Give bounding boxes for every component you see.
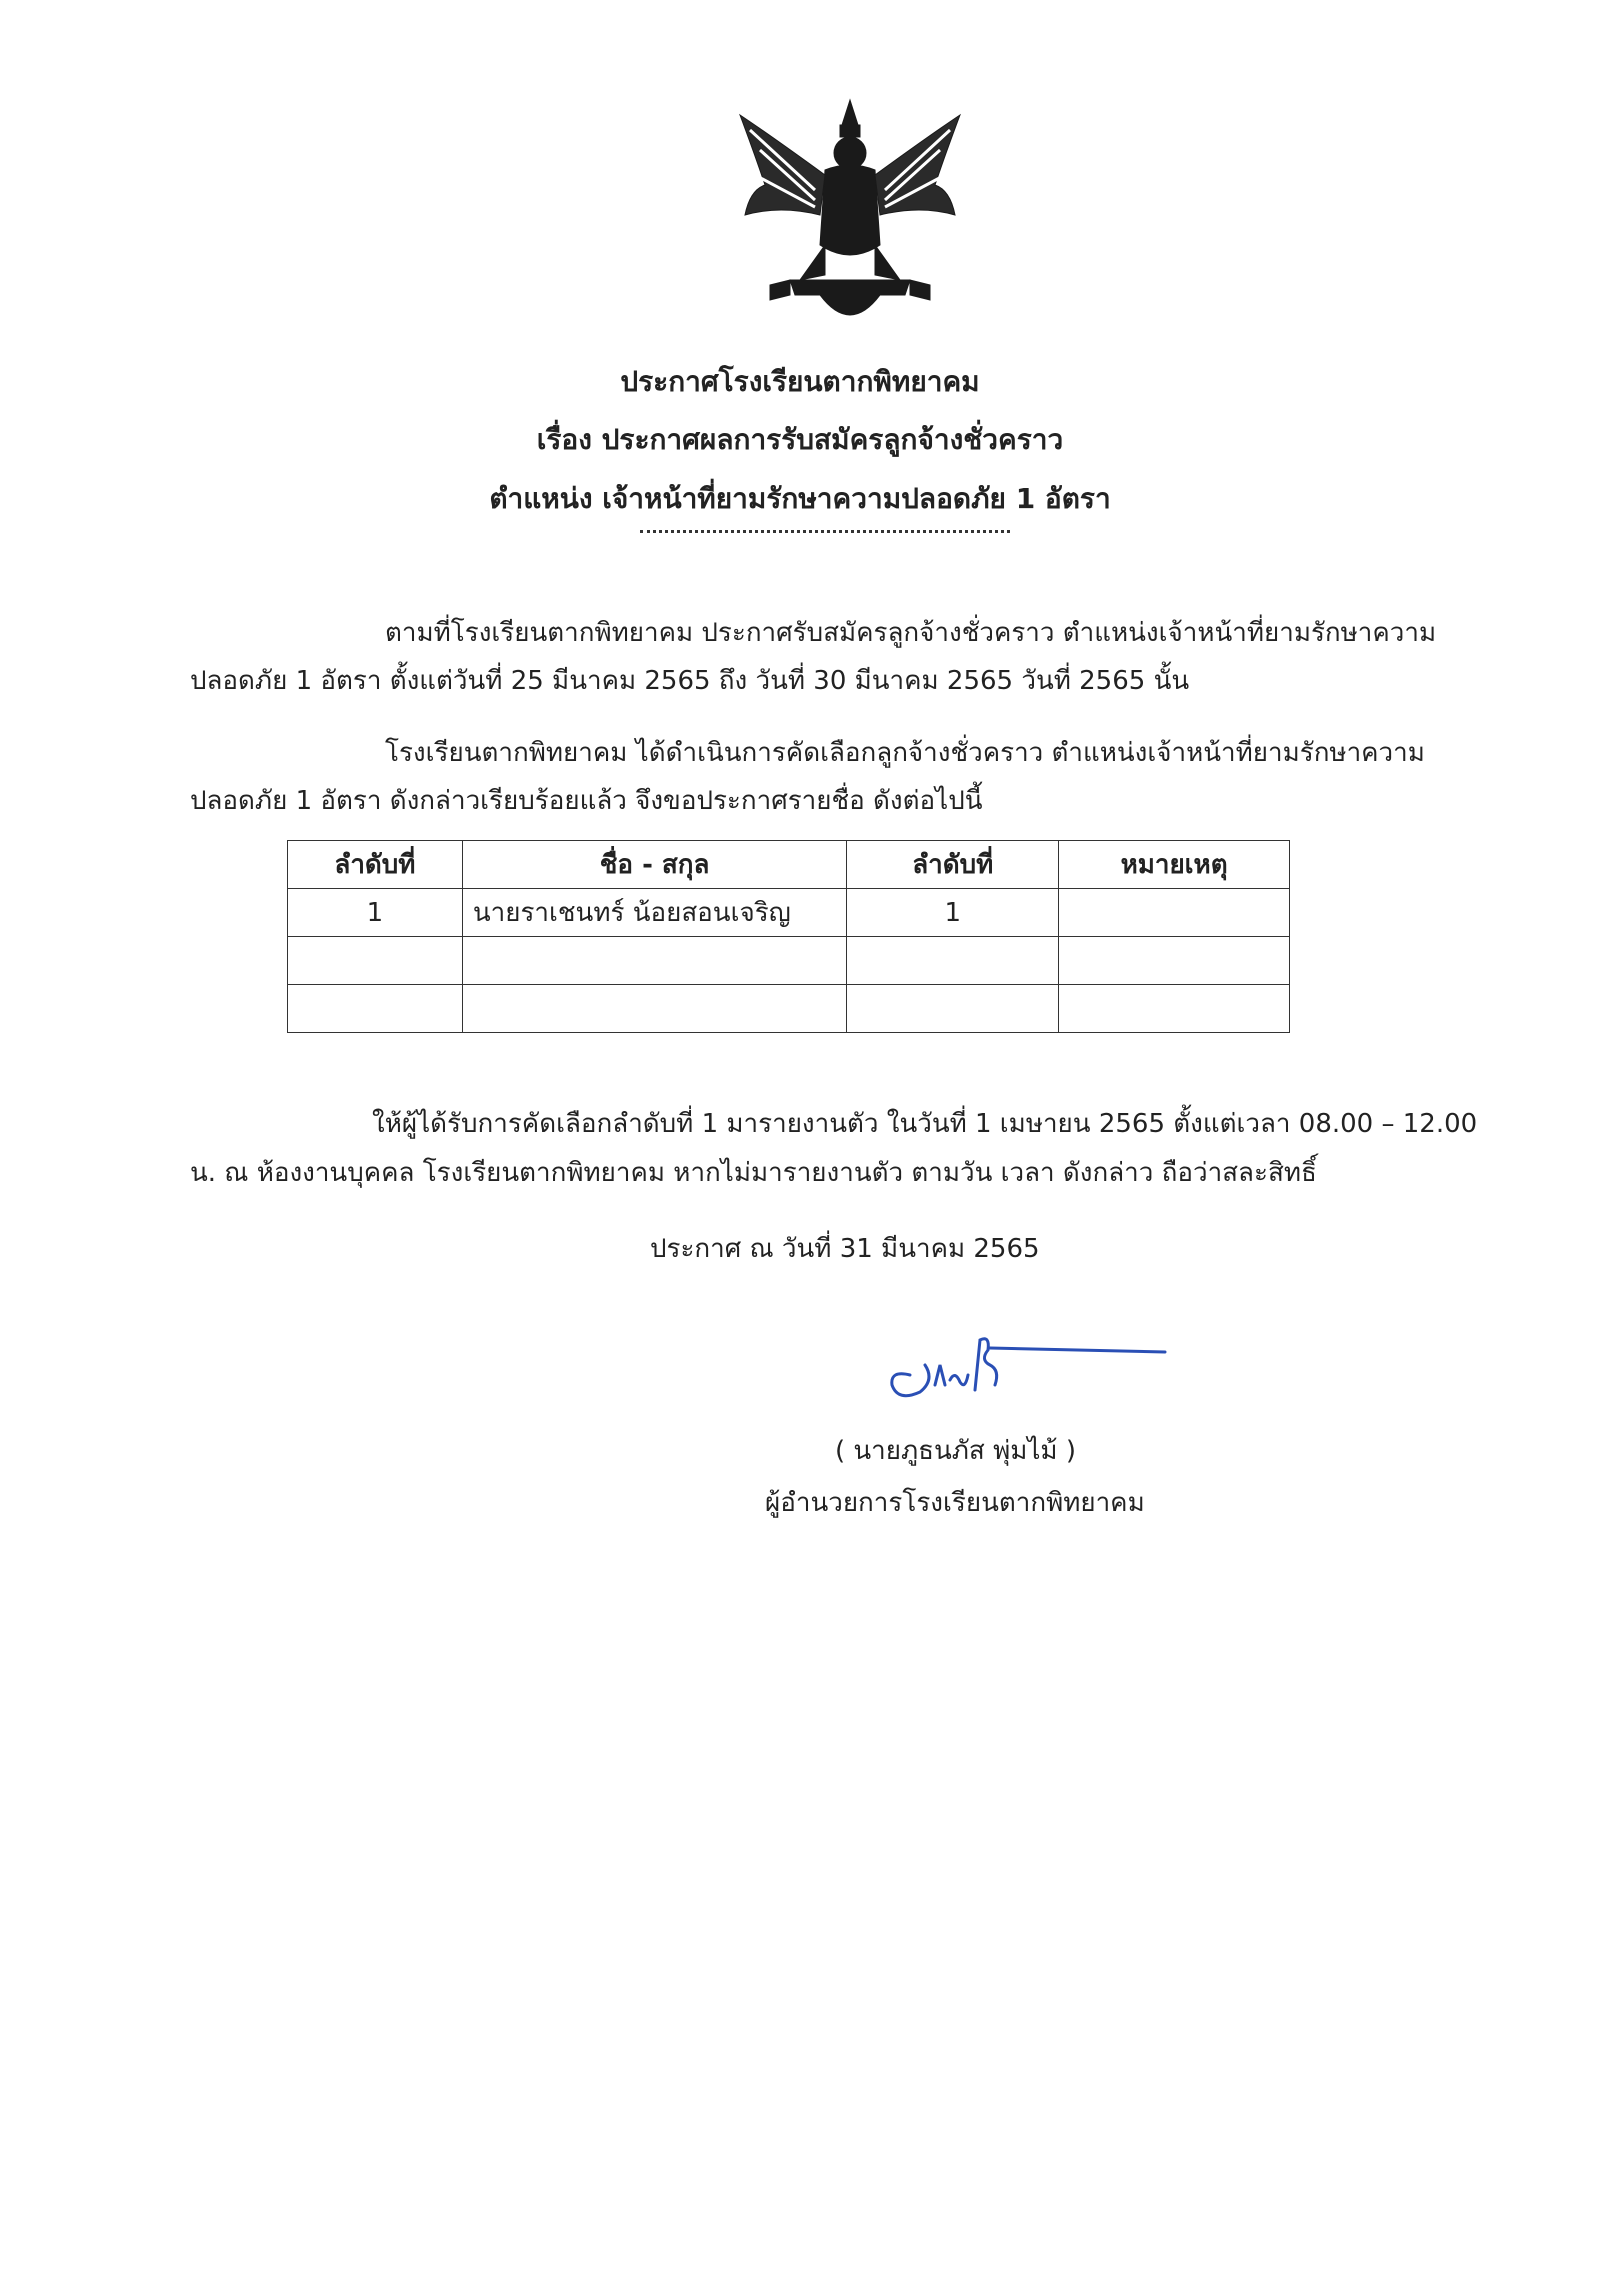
table-row [288, 985, 1290, 1033]
selected-candidates-table [287, 840, 1290, 1033]
signer-title: ผู้อำนวยการโรงเรียนตากพิทยาคม [765, 1488, 1145, 1518]
signer-name: ( นายภูธนภัส พุ่มไม้ ) [835, 1436, 1076, 1466]
table-header-row [288, 841, 1290, 889]
cell-remark [1059, 889, 1290, 937]
announcement-date: ประกาศ ณ วันที่ 31 มีนาคม 2565 [650, 1234, 1040, 1264]
cell-remark [1059, 937, 1290, 985]
column-header-remark: หมายเหตุ [1059, 841, 1290, 889]
paragraph-3-line-2: น. ณ ห้องงานบุคคล โรงเรียนตากพิทยาคม หากไม่มารายงานตัว ตามวัน เวลา ดังกล่าว ถือว่าสละสิทธิ์ [190, 1158, 1317, 1188]
column-header-order: ลำดับที่ [288, 841, 463, 889]
cell-name [462, 985, 847, 1033]
cell-rank: 1 [847, 889, 1059, 937]
cell-order [288, 937, 463, 985]
column-header-rank: ลำดับที่ [847, 841, 1059, 889]
column-header-name: ชื่อ - สกุล [462, 841, 847, 889]
cell-rank [847, 985, 1059, 1033]
cell-name: นายราเชนทร์ น้อยสอนเจริญ [462, 889, 847, 937]
cell-remark [1059, 985, 1290, 1033]
table-row [288, 937, 1290, 985]
announcement-title: ประกาศโรงเรียนตากพิทยาคม [620, 365, 980, 398]
paragraph-2-line-2: ปลอดภัย 1 อัตรา ดังกล่าวเรียบร้อยแล้ว จึงขอประกาศรายชื่อ ดังต่อไปนี้ [190, 786, 983, 816]
signature-image [880, 1330, 1170, 1410]
paragraph-3-line-1: ให้ผู้ได้รับการคัดเลือกลำดับที่ 1 มารายงานตัว ในวันที่ 1 เมษายน 2565 ตั้งแต่เวลา 08.00 – 12.00 [372, 1109, 1478, 1139]
announcement-position: ตำแหน่ง เจ้าหน้าที่ยามรักษาความปลอดภัย 1 อัตรา [489, 482, 1111, 515]
paragraph-1-line-2: ปลอดภัย 1 อัตรา ตั้งแต่วันที่ 25 มีนาคม 2565 ถึง วันที่ 30 มีนาคม 2565 วันที่ 2565 นั้น [190, 666, 1190, 696]
cell-order: 1 [288, 889, 463, 937]
cell-rank [847, 937, 1059, 985]
garuda-emblem-icon [730, 95, 970, 335]
cell-name [462, 937, 847, 985]
table-row [288, 889, 1290, 937]
cell-order [288, 985, 463, 1033]
announcement-subject: เรื่อง ประกาศผลการรับสมัครลูกจ้างชั่วคราว [536, 423, 1064, 456]
paragraph-2-line-1: โรงเรียนตากพิทยาคม ได้ดำเนินการคัดเลือกลูกจ้างชั่วคราว ตำแหน่งเจ้าหน้าที่ยามรักษาความ [385, 738, 1425, 768]
dotted-divider [640, 530, 1010, 533]
paragraph-1-line-1: ตามที่โรงเรียนตากพิทยาคม ประกาศรับสมัครลูกจ้างชั่วคราว ตำแหน่งเจ้าหน้าที่ยามรักษาความ [385, 618, 1437, 648]
